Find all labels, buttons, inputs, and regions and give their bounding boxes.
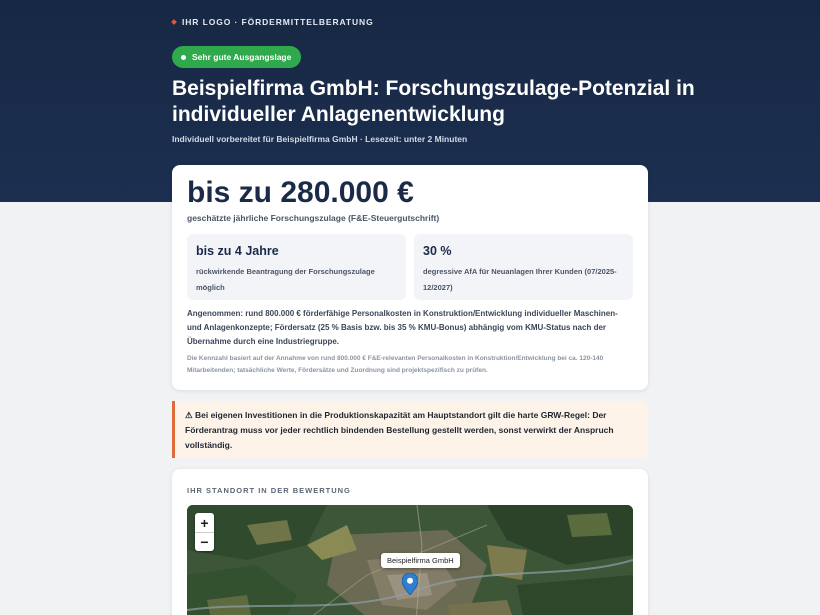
warning-callout <box>172 401 648 458</box>
footnote-text: Die Kennzahl basiert auf der Annahme von rund 800.000 € F&E-relevanten Personalkosten in Konstruktion/Entwicklung bei ca. 120-140 Mitarbeitenden; tatsächliche Werte, Fördersätze und Zuordnung sind projektspezifisch zu prüfen. <box>187 355 604 374</box>
brand-logo[interactable] <box>172 17 374 27</box>
location-card <box>172 469 648 615</box>
section-label: IHR STANDORT IN DER BEWERTUNG <box>187 486 351 495</box>
brand-text: IHR LOGO · FÖRDERMITTELBERATUNG <box>182 17 374 27</box>
stat-description: degressive AfA für Neuanlagen Ihrer Kunden (07/2025-12/2027) <box>423 267 617 292</box>
page-title: Beispielfirma GmbH: Forschungszulage-Potenzial in individueller Anlagenentwicklung <box>172 77 695 126</box>
funding-amount-label: geschätzte jährliche Forschungszulage (F&E-Steuergutschrift) <box>187 213 440 223</box>
zoom-out-button[interactable]: − <box>195 532 214 551</box>
zoom-in-button[interactable]: + <box>200 514 209 531</box>
status-badge-label: Sehr gute Ausgangslage <box>192 52 292 62</box>
map-pin-icon[interactable] <box>402 573 418 595</box>
stat-box-retroactive <box>187 234 406 300</box>
status-dot-icon <box>181 55 186 60</box>
status-badge <box>172 46 301 68</box>
satellite-map[interactable] <box>187 505 633 615</box>
warning-text: ⚠ Bei eigenen Investitionen in die Produktionskapazität am Hauptstandort gilt die harte GRW-Regel: Der Förderantrag muss vor jeder rechtlich bindenden Bestellung gestellt werden, sonst verwirkt der Anspruch vollständig. <box>185 410 614 450</box>
stat-box-depreciation <box>414 234 633 300</box>
marker-tooltip: Beispielfirma GmbH <box>381 553 460 568</box>
stat-value: bis zu 4 Jahre <box>196 244 279 258</box>
page-subtitle: Individuell vorbereitet für Beispielfirma GmbH · Lesezeit: unter 2 Minuten <box>172 134 468 144</box>
diamond-icon <box>171 19 177 25</box>
metric-card <box>172 165 648 390</box>
funding-amount: bis zu 280.000 € <box>187 176 414 209</box>
stat-value: 30 % <box>423 244 452 258</box>
stat-description: rückwirkende Beantragung der Forschungszulage möglich <box>196 267 375 292</box>
zoom-control <box>195 513 214 551</box>
assumption-text: Angenommen: rund 800.000 € förderfähige Personalkosten in Konstruktion/Entwicklung individueller Maschinen- und Anlagenkonzepte; Fördersatz (25 % Basis bzw. bis 35 % KMU-Bonus) abhängig vom KMU-Status nach der Übernahme durch eine Industriegruppe. <box>187 309 618 346</box>
